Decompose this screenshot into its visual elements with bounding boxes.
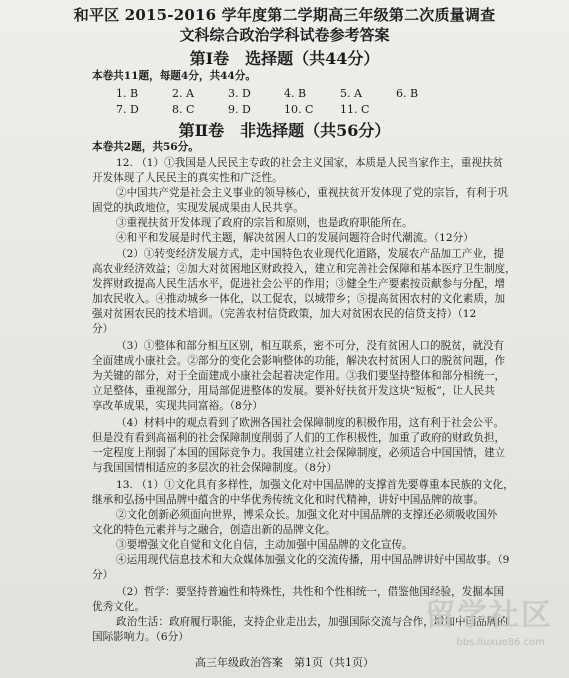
document-title: 和平区 2015-2016 学年度第二学期高三年级第二次质量调查 [73, 6, 496, 24]
mc-answer: 11. C [340, 103, 370, 116]
answer-line: 全面建成小康社会。②部分的变化会影响整体的功能，解决农村贫困人口的脱贫问题，作 [92, 355, 506, 367]
watermark-url: bbs.liuxue86.com [456, 637, 545, 648]
answer-line: 国际影响力。（6分） [92, 631, 189, 643]
answer-line: （3）①整体和部分相互区别，相互联系，密不可分，没有贫困人口的脱贫，就没有 [116, 340, 505, 352]
answer-line: 分） [92, 323, 114, 335]
answer-line: 与我国国情相适应的多层次的社会保障制度。（8分） [92, 462, 338, 474]
part2-heading: 第Ⅱ卷 非选择题（共56分） [178, 121, 391, 140]
answer-line: 享改革成果，实现共同富裕。（8分） [92, 400, 263, 412]
answer-line: 高农业经济效益；②加大对贫困地区财政投入，建立和完善社会保障和基本医疗卫生制度， [92, 263, 516, 275]
mc-answer: 4. B [284, 87, 307, 100]
answer-line: ④运用现代信息技术和大众媒体加强文化的交流传播，用中国品牌讲好中国故事。（9 [116, 554, 510, 566]
watermark [403, 598, 563, 662]
answer-line: 开发体现了人民民主的真实性和广泛性。 [92, 172, 283, 184]
answer-line: 继承和弘扬中国品牌中蕴含的中华优秀传统文化和时代精神，讲好中国品牌的故事。 [92, 494, 484, 506]
page-footer: 高三年级政治答案 第1页（共1页） [195, 656, 374, 669]
answer-line: 优秀文化。 [92, 601, 145, 613]
answer-line: 文化的特色元素并与之融合，创造出新的品牌文化。 [92, 524, 336, 536]
answer-line: 为关键的部分，对于全面建成小康社会起着决定作用。③我们要坚持整体和部分相统一， [92, 370, 506, 382]
answer-line: 但是没有看到高福利的社会保障制度削弱了人们的工作积极性，加重了政府的财政负担， [92, 432, 506, 444]
answer-line: 13. （1）①文化具有多样性，加强文化对中国品牌的支撑首先要尊重本民族的文化， [116, 479, 514, 491]
answer-line: 强对贫困农民的技术培训。（完善农村信贷政策，加大对贫困农民的信贷支持）（12 [92, 308, 477, 320]
mc-answer: 9. D [228, 103, 251, 116]
answer-line: 政治生活：政府履行职能，支持企业走出去，加强国际交流与合作，增加中国品牌的 [116, 616, 508, 628]
mc-answer: 2. A [172, 87, 194, 100]
answer-line: ④和平和发展是时代主题，解决贫困人口的发展问题符合时代潮流。（12分） [116, 232, 474, 244]
document-subtitle: 文科综合政治学科试卷参考答案 [179, 26, 390, 44]
mc-answer: 10. C [284, 103, 314, 116]
mc-answer: 6. B [396, 87, 419, 100]
answer-line: ②中国共产党是社会主义事业的领导核心，重视扶贫开发体现了党的宗旨，有利于巩 [116, 187, 508, 199]
mc-answer: 3. D [228, 87, 251, 100]
mc-answer: 1. B [116, 87, 139, 100]
mc-answer: 7. D [116, 103, 139, 116]
mc-answer: 5. A [340, 87, 362, 100]
answer-line: （2）①转变经济发展方式，走中国特色农业现代化道路，发展农产品加工产业，提 [116, 248, 505, 260]
answer-line: （2）哲学：要坚持普遍性和特殊性，共性和个性相统一，借鉴他国经验，发掘本国 [116, 586, 505, 598]
part2-intro: 本卷共2题，共56分。 [92, 141, 199, 153]
answer-line: 12. （1）①我国是人民民主专政的社会主义国家，本质是人民当家作主，重视扶贫 [116, 157, 504, 169]
watermark-logo-text: 留学社区 [425, 598, 553, 633]
answer-line: ③要增强文化自觉和文化自信，主动加强中国品牌的文化宣传。 [116, 539, 413, 551]
answer-line: （4）材料中的观点看到了欧洲各国社会保障制度的积极作用，这有利于社会公平。 [116, 417, 505, 429]
answer-line: 发挥财政提高人民生活水平，促进社会公平的作用；③健全生产要素按贡献参与分配，增 [92, 278, 506, 290]
answer-line: ②文化创新必须面向世界，博采众长。加强文化对中国品牌的支撑还必须吸收国外 [116, 509, 498, 521]
answer-line: 分） [92, 569, 114, 581]
answer-line: 加农民收入。④推动城乡一体化，以工促农，以城带乡；⑤提高贫困农村的文化素质，加 [92, 293, 506, 305]
answer-line: 固党的执政地位，实现发展成果由人民共享。 [92, 202, 304, 214]
answer-line: 立足整体，重视部分，用局部促进整体的发展。要补好扶贫开发这块“短板”，让人民共 [92, 385, 495, 397]
part1-heading: 第Ⅰ卷 选择题（共44分） [189, 49, 380, 68]
answer-line: ③重视扶贫开发体现了政府的宗旨和原则，也是政府职能所在。 [116, 217, 413, 229]
answer-line: 一定程度上削弱了本国的国际竞争力。我国建立社会保障制度，必须适合中国国情，建立 [92, 447, 506, 459]
part1-intro: 本卷共11题，每题4分，共44分。 [92, 70, 256, 82]
mc-answer: 8. C [172, 103, 195, 116]
